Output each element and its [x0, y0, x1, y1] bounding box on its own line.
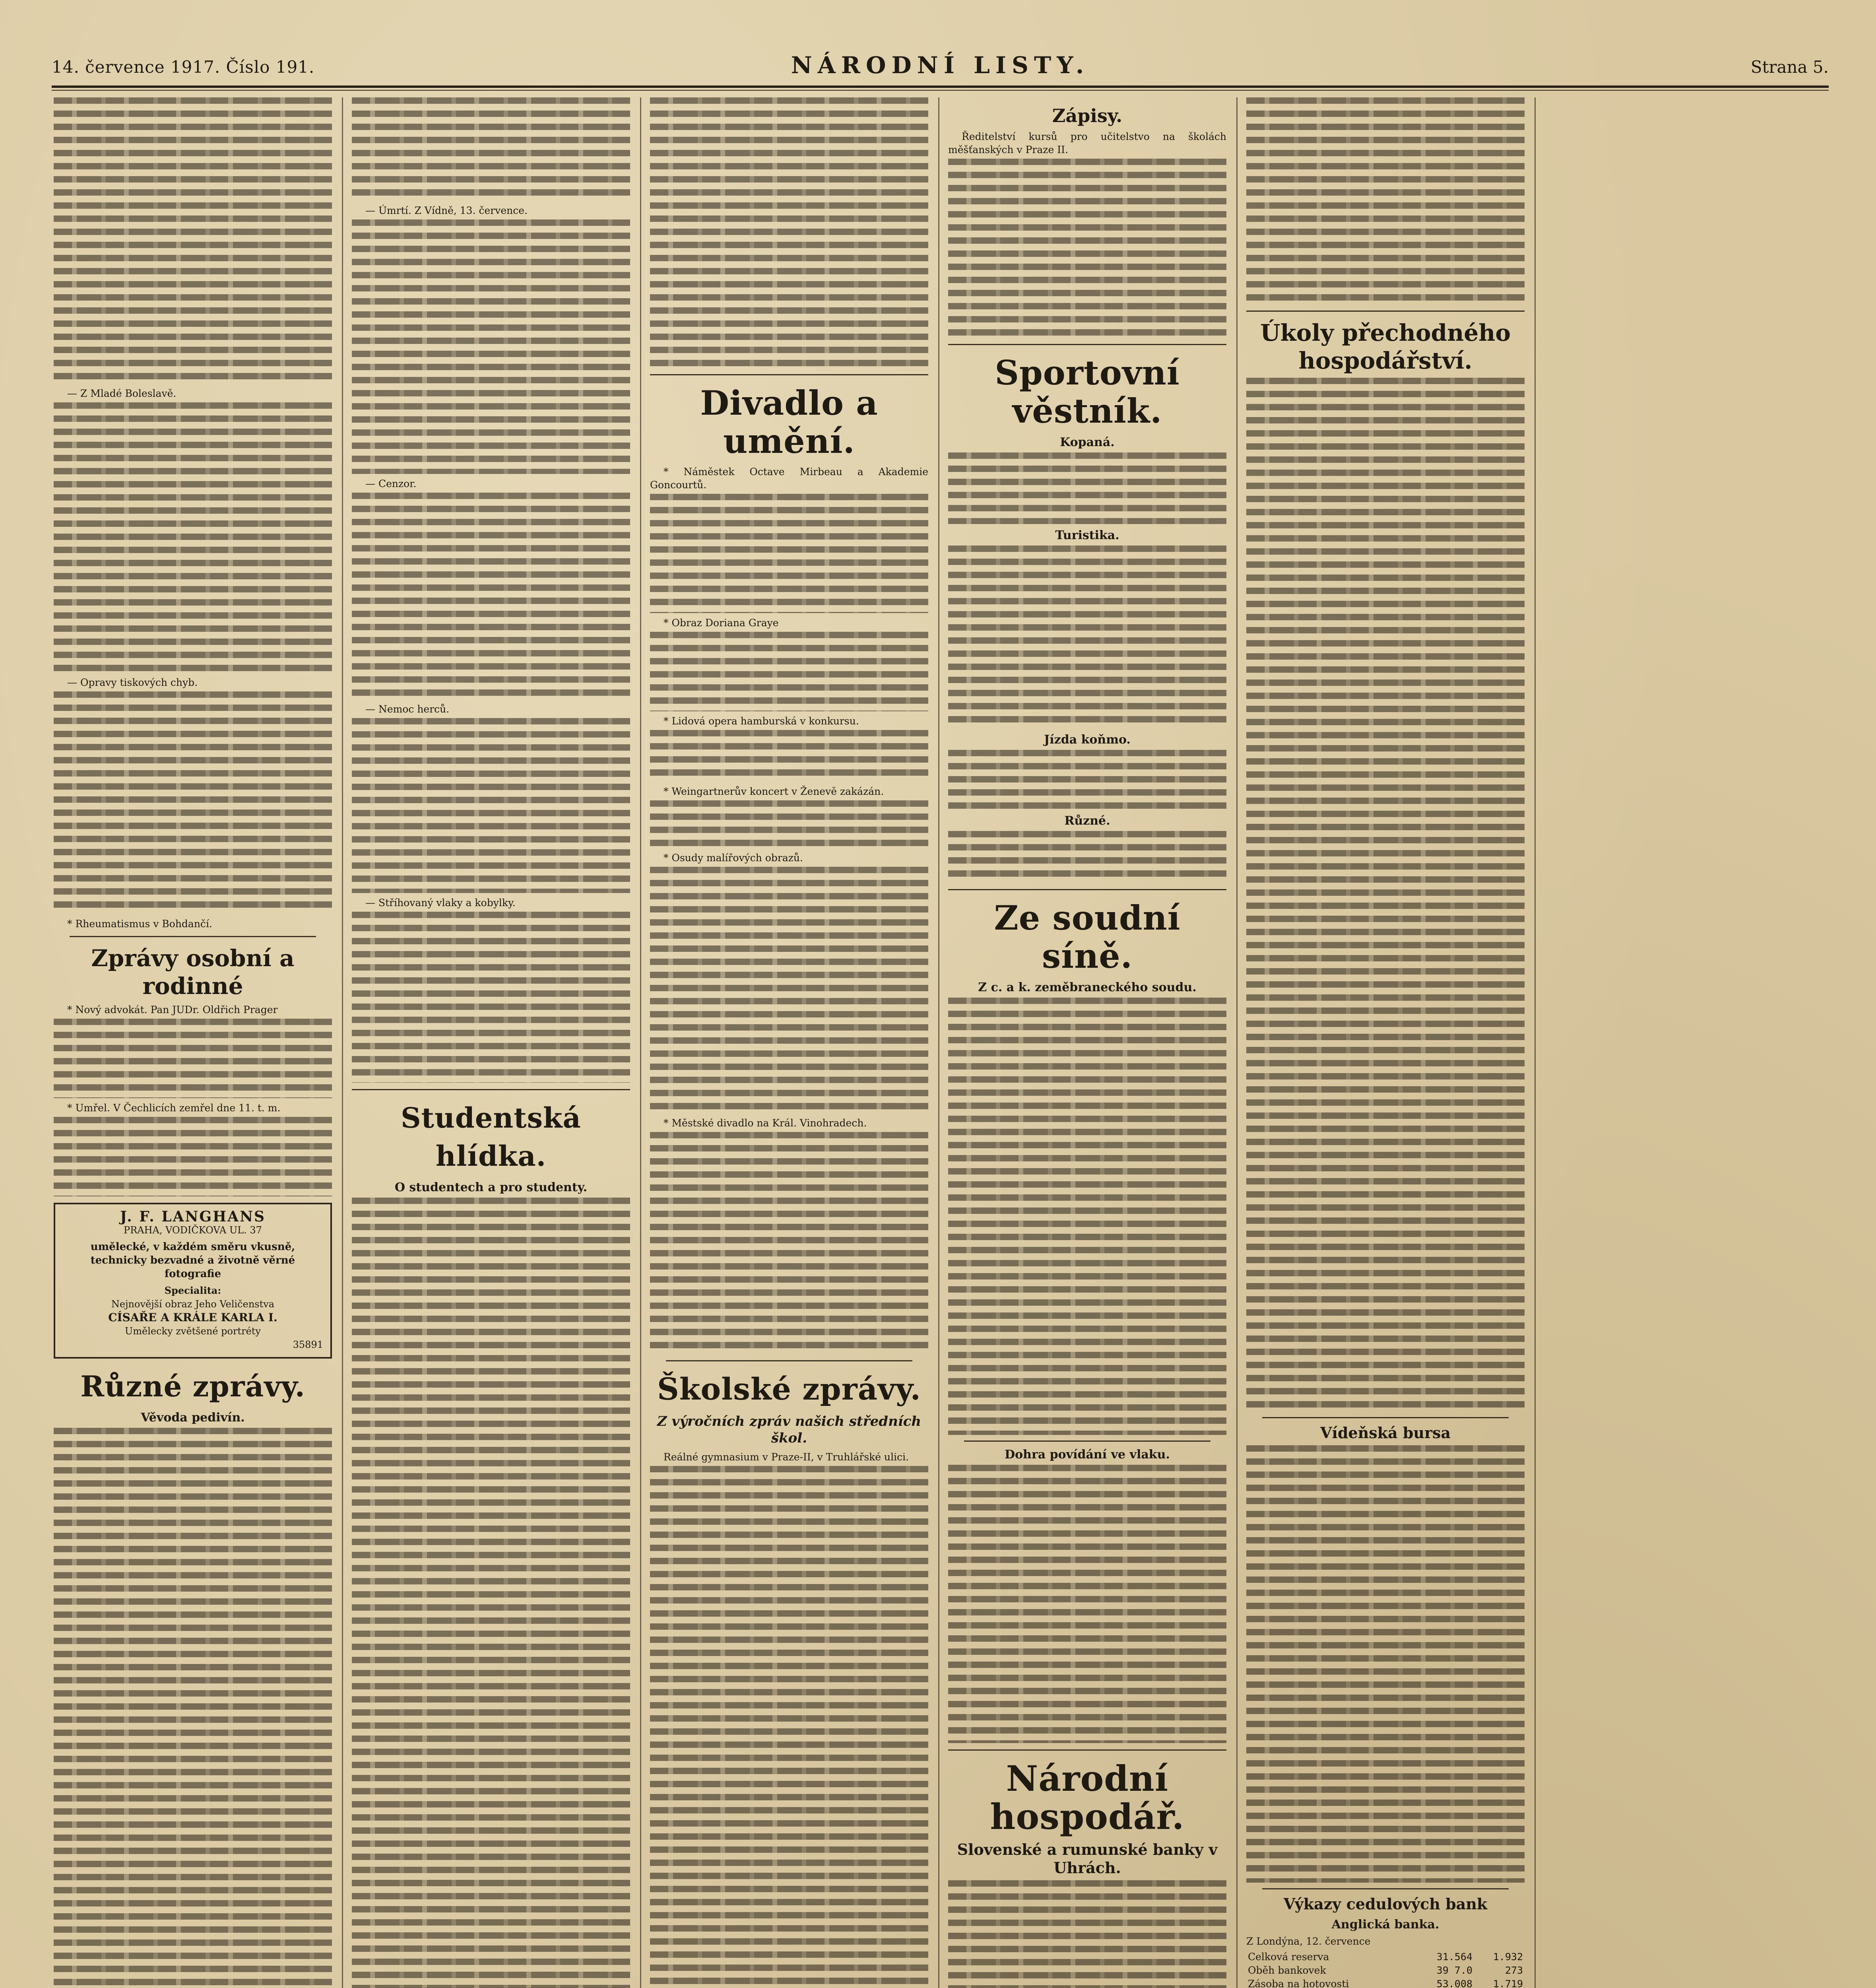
article-heading: Vídeňská bursa	[1320, 1424, 1451, 1442]
article-text-block	[650, 730, 928, 782]
article-text-block	[948, 750, 1226, 810]
article-heading: Věvoda pedivín.	[141, 1411, 245, 1425]
section-separator	[1246, 311, 1525, 312]
section-heading: Národní hospodář.	[990, 1758, 1185, 1837]
section-heading: Různé zprávy.	[80, 1369, 305, 1403]
subsection-heading: Různé.	[1064, 814, 1110, 828]
section-subheading: Slovenské a rumunské banky v Uhrách.	[957, 1840, 1218, 1877]
section-heading: Studentská hlídka.	[401, 1101, 581, 1173]
subsection-heading: Turistika.	[1055, 528, 1119, 542]
section-separator	[352, 1089, 630, 1090]
row-value: 53.008	[1436, 1978, 1472, 1988]
row-value: 31.564	[1436, 1951, 1472, 1963]
section-separator	[948, 1749, 1226, 1751]
article-text-block	[1246, 97, 1525, 304]
article-text-block	[650, 97, 928, 368]
table-row	[1246, 1977, 1525, 1988]
column-divider	[342, 97, 343, 1988]
article-lead: * Obraz Doriana Graye	[663, 617, 779, 629]
column-2	[352, 97, 630, 1988]
article-text-block	[650, 632, 928, 711]
column-1	[54, 97, 332, 1988]
row-change: 1.719	[1493, 1978, 1523, 1988]
advertisement-langhans	[54, 1203, 332, 1359]
section-heading: Divadlo a umění.	[700, 383, 878, 461]
article-text-block	[948, 831, 1226, 883]
ad-number: 35891	[293, 1339, 323, 1350]
section-heading: Úkoly přechodného hospodářství.	[1260, 319, 1511, 374]
table-row	[1246, 1964, 1525, 1977]
article-text-block	[352, 718, 630, 893]
section-subheading: Z výročních zpráv našich středních škol.	[657, 1413, 922, 1446]
section-subheading: Z c. a k. zeměbraneckého soudu.	[978, 980, 1197, 994]
section-separator	[70, 936, 316, 937]
section-separator	[948, 889, 1226, 890]
ad-line: CÍSAŘE A KRÁLE KARLA I.	[108, 1311, 277, 1324]
section-separator	[1262, 1417, 1509, 1418]
article-lead: — Stříhovaný vlaky a kobylky.	[365, 897, 516, 909]
article-text-block	[1246, 378, 1525, 1411]
article-lead: * Rheumatismus v Bohdančí.	[67, 918, 212, 930]
article-text-block	[650, 494, 928, 613]
article-lead: Reálné gymnasium v Praze-II, v Truhlářské ulici.	[663, 1451, 909, 1463]
page-number: Strana 5.	[1750, 57, 1829, 77]
article-text-block	[948, 159, 1226, 338]
row-label: Oběh bankovek	[1248, 1965, 1326, 1976]
article-text-block	[54, 402, 332, 673]
section-subheading: O studentech a pro studenty.	[394, 1180, 588, 1194]
table-subheading: Anglická banka.	[1331, 1918, 1439, 1932]
article-text-block	[54, 1117, 332, 1196]
article-text-block	[352, 1198, 630, 1988]
table-heading: Výkazy cedulových bank	[1283, 1895, 1488, 1913]
row-change: 1.932	[1493, 1951, 1523, 1963]
article-lead: * Městské divadlo na Král. Vinohradech.	[663, 1117, 867, 1129]
masthead	[52, 52, 1829, 83]
article-text-block	[650, 1466, 928, 1988]
article-lead: — Cenzor.	[365, 478, 417, 489]
issue-date: 14. července 1917. Číslo 191.	[52, 57, 315, 77]
column-divider	[1236, 97, 1238, 1988]
column-divider	[1535, 97, 1536, 1988]
article-text-block	[54, 97, 332, 384]
article-lead: * Umřel. V Čechlicích zemřel dne 11. t. m.	[67, 1102, 281, 1114]
article-text-block	[352, 219, 630, 474]
article-text-block	[948, 1880, 1226, 1988]
section-separator	[1262, 1888, 1509, 1889]
article-text-block	[650, 1132, 928, 1355]
article-text-block	[352, 912, 630, 1083]
article-text-block	[352, 97, 630, 201]
section-heading: Školské zprávy.	[657, 1371, 921, 1407]
section-heading: Ze soudní síně.	[994, 898, 1181, 976]
article-lead: * Lidová opera hamburská v konkursu.	[663, 715, 859, 727]
section-separator	[964, 1441, 1211, 1442]
section-heading: Zprávy osobní a rodinné	[91, 945, 295, 1000]
article-heading: Dohra povídání ve vlaku.	[1005, 1448, 1170, 1462]
newspaper-title: NÁRODNÍ LISTY.	[791, 52, 1090, 79]
article-text-block	[948, 452, 1226, 524]
article-text-block	[54, 1019, 332, 1098]
row-label: Zásoba na hotovosti	[1248, 1978, 1349, 1988]
column-divider	[938, 97, 939, 1988]
article-text-block	[650, 867, 928, 1113]
article-text-block	[650, 800, 928, 848]
article-lead: — Opravy tiskových chyb.	[67, 677, 198, 688]
ad-line: Nejnovější obraz Jeho Veličenstva	[111, 1299, 275, 1310]
table-caption: Z Londýna, 12. července	[1246, 1936, 1371, 1947]
bank-statement-table	[1246, 1950, 1525, 1988]
row-value: 39 7.0	[1436, 1965, 1472, 1976]
article-lead: — Z Mladé Boleslavě.	[67, 388, 177, 399]
article-text-block	[352, 493, 630, 699]
table-row	[1246, 1950, 1525, 1964]
row-label: Celková reserva	[1248, 1951, 1329, 1963]
masthead-rule-thin	[52, 90, 1829, 91]
ad-address: PRAHA, VODIČKOVA UL. 37	[124, 1225, 262, 1236]
column-5	[1246, 97, 1525, 1988]
article-text-block	[54, 691, 332, 914]
subsection-heading: Jízda koňmo.	[1044, 733, 1131, 747]
section-heading: Sportovní věstník.	[995, 353, 1180, 431]
ad-line: Umělecky zvětšené portréty	[125, 1326, 261, 1337]
row-change: 273	[1505, 1965, 1523, 1976]
article-lead: — Úmrtí. Z Vídně, 13. července.	[365, 205, 528, 216]
article-text-block	[1246, 1445, 1525, 1883]
article-text-block	[54, 1428, 332, 1988]
ad-specialty-label: Specialita:	[164, 1285, 221, 1296]
article-lead: Ředitelství kursů pro učitelstvo na školách měšťanských v Praze II.	[948, 131, 1226, 155]
section-separator	[666, 1360, 912, 1361]
ad-text: umělecké, v každém směru vkusně, technicky bezvadné a životně věrné fotografie	[90, 1241, 295, 1280]
masthead-rule	[52, 85, 1829, 88]
column-3	[650, 97, 928, 1988]
article-lead: — Nemoc herců.	[365, 703, 450, 715]
section-separator	[948, 344, 1226, 345]
section-separator	[650, 374, 928, 375]
section-heading: Zápisy.	[1052, 105, 1123, 126]
column-divider	[640, 97, 641, 1988]
article-text-block	[948, 1465, 1226, 1743]
subsection-heading: Kopaná.	[1060, 435, 1115, 449]
article-lead: * Nový advokát. Pan JUDr. Oldřich Prager	[67, 1004, 278, 1015]
article-text-block	[948, 546, 1226, 728]
ad-name: J. F. LANGHANS	[120, 1208, 266, 1225]
article-lead: * Náměstek Octave Mirbeau a Akademie Goncourtů.	[650, 466, 928, 491]
column-4	[948, 97, 1226, 1988]
article-lead: * Osudy malířových obrazů.	[663, 852, 803, 864]
article-text-block	[948, 998, 1226, 1435]
article-lead: * Weingartnerův koncert v Ženevě zakázán.	[663, 786, 884, 797]
